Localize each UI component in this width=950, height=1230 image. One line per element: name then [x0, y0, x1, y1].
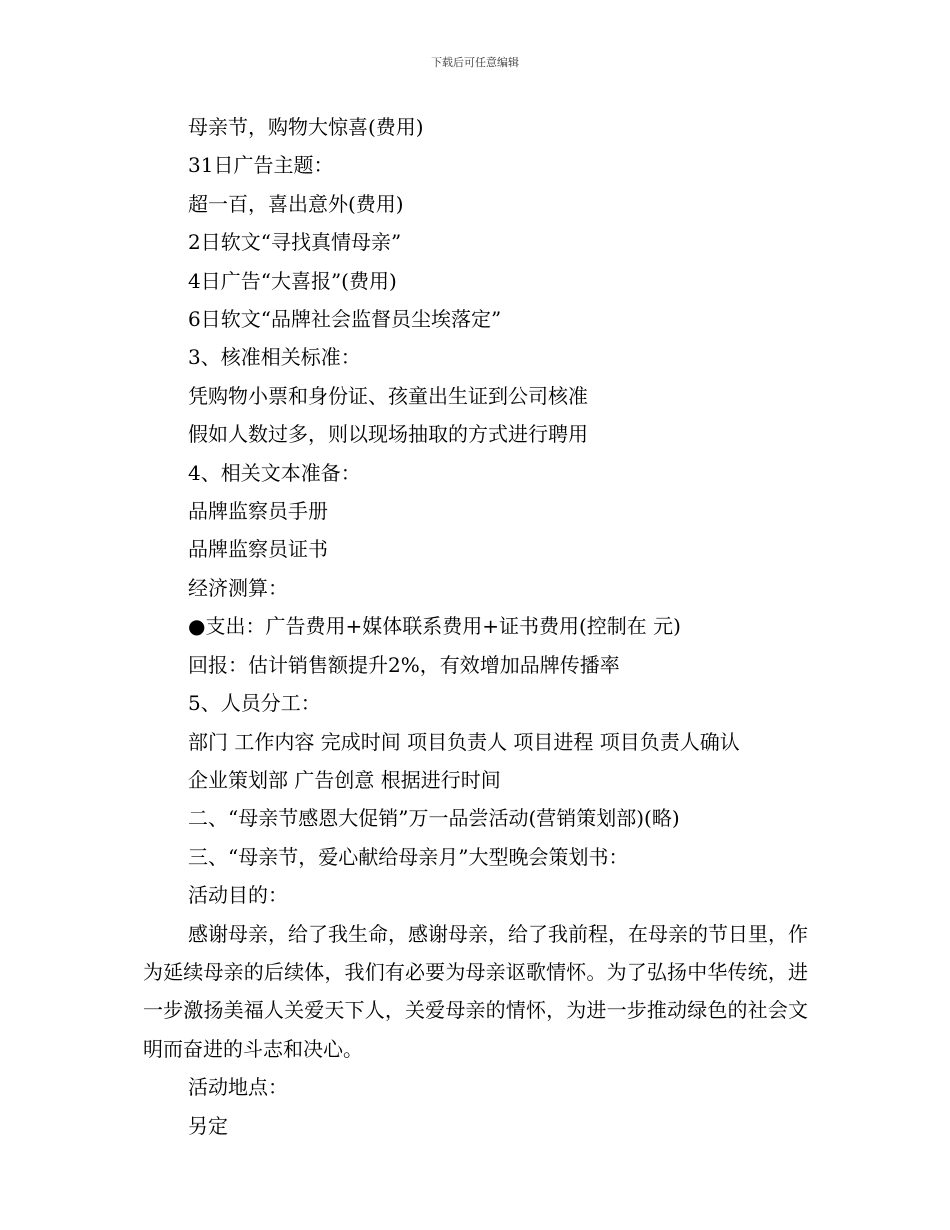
section-heading: 经济测算： — [188, 575, 288, 600]
text-line: 品牌监察员手册 — [188, 499, 328, 524]
text-line: 部门 工作内容 完成时间 项目负责人 项目进程 项目负责人确认 — [188, 729, 740, 754]
page-header: 下载后可任意编辑 — [431, 56, 519, 69]
body-paragraph: 感谢母亲，给了我生命，感谢母亲，给了我前程，在母亲的节日里，作为延续母亲的后续体，我们有必要为母亲讴歌情怀。为了弘扬中华传统，进一步激扬美福人关爱天下人，关爱母亲的情怀，为进一步推动绿色的社会文明而奋进的斗志和决心。 — [143, 921, 808, 1061]
text-line: ●支出：广告费用+媒体联系费用+证书费用(控制在 元) — [188, 614, 681, 639]
text-line: 凭购物小票和身份证、孩童出生证到公司核准 — [188, 383, 588, 408]
text-line: 品牌监察员证书 — [188, 537, 328, 562]
section-heading: 二、“母亲节感恩大促销”万一品尝活动(营销策划部)(略) — [188, 806, 680, 831]
text-line: 回报：估计销售额提升2%，有效增加品牌传播率 — [188, 652, 620, 677]
text-line: 另定 — [188, 1113, 228, 1138]
text-line: 活动目的： — [188, 883, 288, 908]
section-heading: 4、相关文本准备： — [188, 460, 361, 485]
text-line: 4日广告“大喜报”(费用) — [188, 268, 397, 293]
text-line: 6日软文“品牌社会监督员尘埃落定” — [188, 307, 502, 332]
text-line: 2日软文“寻找真情母亲” — [188, 230, 402, 255]
text-line: 活动地点： — [188, 1075, 288, 1100]
text-line: 企业策划部 广告创意 根据进行时间 — [188, 767, 501, 792]
section-heading: 三、“母亲节，爱心献给母亲月”大型晚会策划书： — [188, 844, 629, 869]
section-heading: 3、核准相关标准： — [188, 345, 361, 370]
text-line: 母亲节，购物大惊喜(费用) — [188, 115, 424, 139]
text-line: 假如人数过多，则以现场抽取的方式进行聘用 — [188, 422, 588, 447]
document-body — [143, 108, 808, 1145]
section-heading: 5、人员分工： — [188, 691, 321, 716]
text-line: 超一百，喜出意外(费用) — [188, 191, 404, 216]
text-line: 31日广告主题： — [188, 153, 334, 178]
